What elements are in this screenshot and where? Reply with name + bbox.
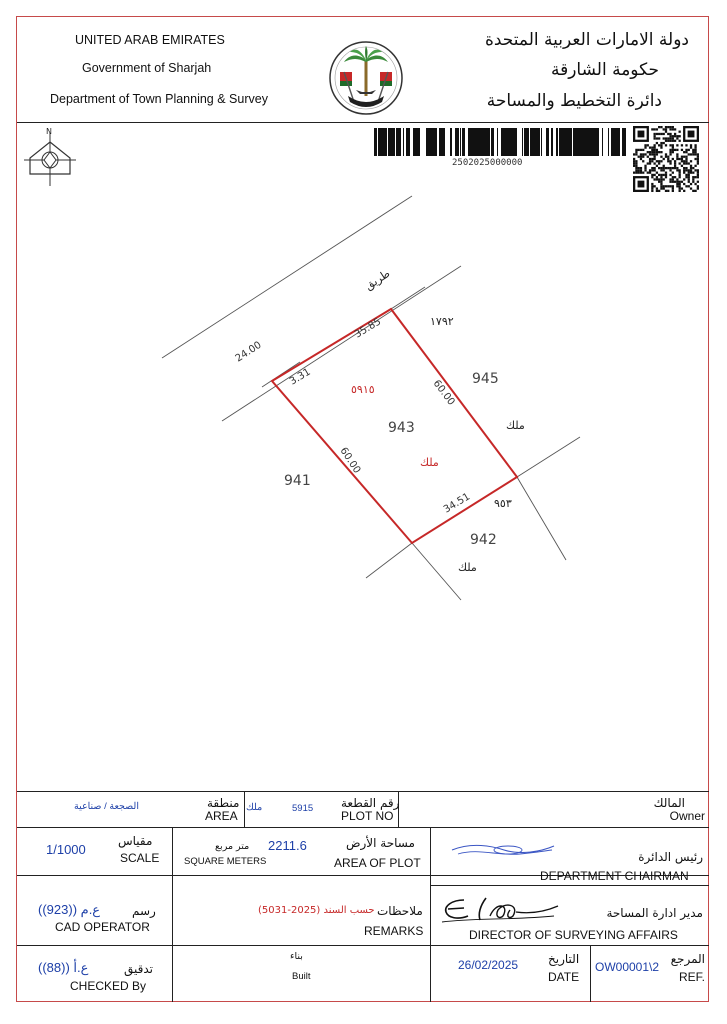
plot-number: 943 [388,420,415,436]
header-divider [17,122,709,123]
plot-no-label-en: PLOT NO [341,809,394,823]
plot-label-ar: ٥٩١٥ [351,383,375,396]
boundary-line [517,477,566,560]
director-label-ar: مدير ادارة المساحة [606,906,703,920]
chairman-label-en: DEPARTMENT CHAIRMAN [540,869,689,883]
header-government-ar: حكومة الشارقة [550,60,659,80]
built-label-ar: بناء [290,951,303,962]
table-column-line [172,827,173,1002]
remarks-label-en: REMARKS [364,924,424,938]
header-department-ar: دائرة التخطيط والمساحة [486,91,662,111]
scale-label-ar: مقياس [118,834,153,848]
header-country-ar: دولة الامارات العربية المتحدة [484,30,689,50]
cad-operator-value: ع.م ((923)) [38,902,101,917]
boundary-line [412,543,461,600]
table-divider [17,827,709,828]
cad-operator-label-en: CAD OPERATOR [55,920,150,934]
sharjah-emblem-icon [326,38,406,118]
chairman-label-ar: رئيس الدائرة [638,850,703,864]
chairman-signature-icon [448,836,558,864]
plot-area-value: 2211.6 [268,838,307,853]
dimension-top: 35.85 [352,316,384,341]
neighbor-right-owner: ملك [506,419,525,432]
director-label-en: DIRECTOR OF SURVEYING AFFAIRS [469,928,678,942]
dimension-bottom: 34.51 [441,491,473,516]
date-value: 26/02/2025 [458,958,519,972]
barcode-number: 2502025000000 [452,158,523,168]
table-divider [17,945,709,946]
table-column-line [430,827,431,1002]
square-meters-en: SQUARE METERS [184,856,267,867]
road-label: طريق [362,266,393,293]
area-label-ar: منطقة [207,796,240,810]
neighbor-bottom-owner: ملك [458,561,477,574]
built-label-en: Built [292,971,311,982]
area-value: الصجعة / صناعية [74,801,139,812]
director-signature-icon [434,892,564,928]
scale-value: 1/1000 [46,842,86,857]
dimension-right: 60.00 [430,378,457,408]
neighbor-left: 941 [284,473,311,489]
boundary-line [391,287,425,309]
date-label-ar: التاريخ [548,952,580,966]
boundary-line [366,543,412,578]
area-of-plot-label-en: AREA OF PLOT [334,856,421,870]
ref-label-ar: المرجع [670,952,705,966]
neighbor-right: 945 [472,371,499,387]
neighbor-bottom-ar: ٩٥٣ [494,497,512,510]
square-meters-ar: متر مربع [215,841,250,852]
owner-label-ar: المالك [653,796,685,810]
checked-by-label-en: CHECKED By [70,979,147,993]
table-column-line [244,791,245,827]
header-country-en: UNITED ARAB EMIRATES [75,33,225,47]
neighbor-bottom: 942 [470,532,497,548]
plot-owner-tag: ملك [420,456,439,469]
remarks-value: حسب السند (2025-5031) [258,905,375,916]
ref-label-en: REF. [678,970,705,984]
north-label: N [46,127,52,136]
dimension-left: 60.00 [337,445,363,476]
area-of-plot-label-ar: مساحة الأرض [346,836,415,850]
plot-no-label-ar: رقم القطعة [341,796,400,810]
table-divider [17,791,709,792]
header-department-en: Department of Town Planning & Survey [50,92,268,106]
ref-value: OW00001\2 [595,960,660,974]
owner-label-en: Owner [669,809,705,823]
scale-label-en: SCALE [120,851,160,865]
checked-by-label-ar: تدقيق [124,962,154,976]
road-width-label: 24.00 [233,339,264,365]
header-government-en: Government of Sharjah [82,61,212,75]
date-label-en: DATE [548,970,580,984]
area-label-en: AREA [205,809,238,823]
boundary-line [517,437,580,477]
neighbor-top: ١٧٩٢ [430,315,454,328]
area-value-tag: ملك [246,802,263,813]
table-divider [430,885,709,886]
table-column-line [590,945,591,1002]
cad-operator-label-ar: رسم [132,904,156,918]
remarks-label-ar: ملاحظات [377,904,423,918]
plot-map [0,124,727,792]
plot-no-value: 5915 [292,803,314,814]
north-arrow-icon [24,133,76,186]
dimension-left-top: 3.31 [287,366,313,388]
checked-by-value: ع.أ ((88)) [38,960,89,975]
